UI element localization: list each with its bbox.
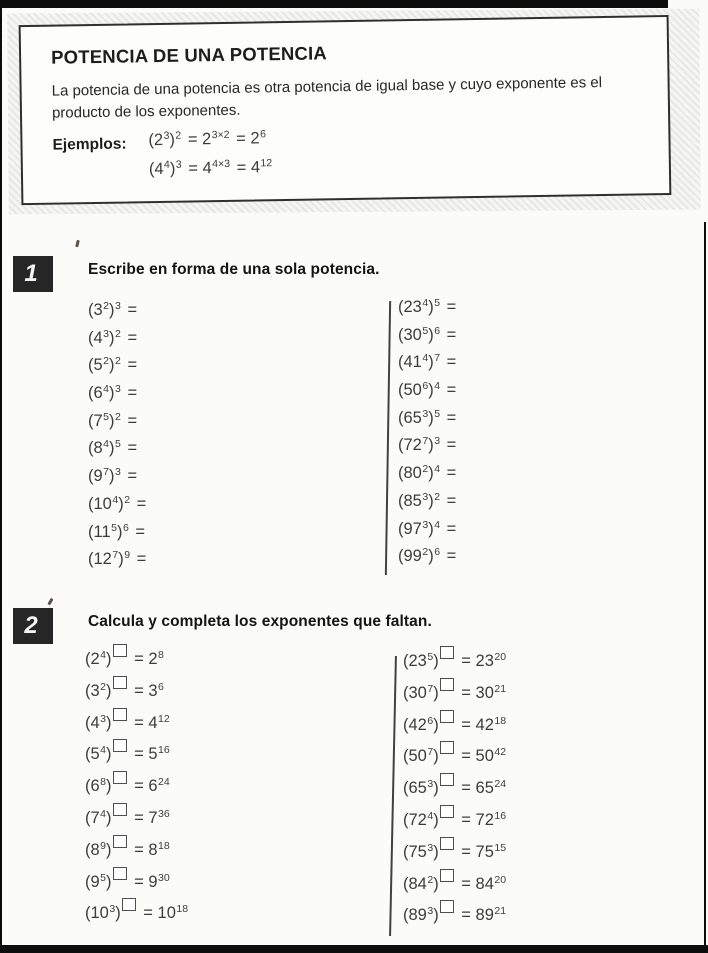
- empty-exponent-box: [440, 646, 454, 659]
- expression-item: $(75^3) = 75^{15}$: [403, 843, 506, 875]
- scan-artifact-tick: [75, 240, 79, 247]
- expression-item: $(50^6)^4$ =: [398, 380, 457, 400]
- empty-exponent-box: [113, 644, 127, 657]
- expression-item: $(72^4) = 72^{16}$: [403, 811, 506, 843]
- empty-exponent-box: [440, 805, 454, 818]
- expression-item: $(89^3) = 89^{21}$: [403, 906, 506, 938]
- exercise-2-right-column: [403, 652, 506, 938]
- expression-item: $(3^2)^3$ =: [88, 300, 138, 319]
- info-box-shadow-band: [7, 9, 700, 215]
- expression-item: $(8^4)^5$ =: [88, 438, 138, 458]
- description-line: La potencia de una potencia es otra potencia de igual base y cuyo exponente es el: [51, 74, 603, 100]
- empty-exponent-box: [440, 837, 454, 850]
- expression-item: $(65^3) = 65^{24}$: [403, 779, 506, 811]
- expression-item: $(11^5)^6$ =: [88, 521, 146, 541]
- empty-exponent-box: [113, 867, 127, 880]
- expression-item: $(6^8) = 6^{24}$: [85, 777, 188, 809]
- expression-item: $(80^2)^4$ =: [398, 463, 457, 483]
- scan-artifact-tick: [47, 598, 53, 605]
- expression-item: $(84^2) = 84^{20}$: [403, 875, 506, 907]
- expression-item: $(30^5)^6$ =: [398, 324, 457, 344]
- expression-item: $(4^3)^2$ =: [88, 327, 138, 347]
- expression-item: $(3^2) = 3^6$: [85, 682, 188, 714]
- empty-exponent-box: [113, 803, 127, 816]
- empty-exponent-box: [440, 710, 454, 723]
- empty-exponent-box: [113, 676, 127, 689]
- expression-item: $(12^7)^9$ =: [88, 549, 147, 569]
- exercise-1-number-badge: 1: [13, 256, 53, 292]
- expression-item: $(5^2)^2$ =: [88, 355, 138, 375]
- exercise-2-number-badge: 2: [13, 608, 53, 644]
- info-box-title: POTENCIA DE UNA POTENCIA: [50, 42, 328, 68]
- exercise-1-left-column: [88, 301, 146, 578]
- expression-item: $(5^4) = 5^{16}$: [85, 745, 188, 777]
- exercise-1-instruction: Escribe en forma de una sola potencia.: [88, 261, 380, 278]
- expression-item: $(7^4) = 7^{36}$: [85, 809, 188, 841]
- empty-exponent-box: [440, 678, 454, 691]
- example-line: $(2^3)^2 = 2^{3\times 2} = 2^6$: [148, 128, 266, 150]
- expression-item: $(23^4)^5$ =: [398, 297, 457, 316]
- expression-item: $(85^3)^2$ =: [398, 490, 457, 510]
- expression-item: $(41^4)^7$ =: [398, 352, 457, 372]
- scan-edge-bottom: [0, 945, 708, 953]
- column-divider-rule: [389, 656, 397, 936]
- empty-exponent-box: [440, 773, 454, 786]
- empty-exponent-box: [440, 741, 454, 754]
- empty-exponent-box: [113, 708, 127, 721]
- scan-edge-right: [704, 222, 706, 945]
- description-line: producto de los exponentes.: [51, 101, 241, 122]
- column-divider-rule: [385, 301, 391, 575]
- exercise-1-right-column: [398, 298, 456, 575]
- expression-item: $(6^4)^3$ =: [88, 383, 138, 403]
- info-box: [19, 15, 672, 205]
- scan-edge-top: [0, 0, 668, 8]
- empty-exponent-box: [113, 771, 127, 784]
- example-line: $(4^4)^3 = 4^{4\times 3} = 4^{12}$: [148, 157, 273, 179]
- empty-exponent-box: [122, 898, 136, 911]
- exercise-2-left-column: [85, 650, 188, 936]
- expression-item: $(2^4) = 2^8$: [85, 650, 188, 682]
- expression-item: $(65^3)^5$ =: [398, 407, 457, 427]
- empty-exponent-box: [440, 900, 454, 913]
- expression-item: $(23^5) = 23^{20}$: [403, 652, 506, 684]
- expression-item: $(10^3) = 10^{18}$: [85, 904, 188, 936]
- expression-item: $(99^2)^6$ =: [398, 546, 457, 566]
- expression-item: $(97^3)^4$ =: [398, 518, 457, 538]
- info-box-description: [51, 71, 648, 123]
- expression-item: $(10^4)^2$ =: [88, 493, 147, 513]
- expression-item: $(42^6) = 42^{18}$: [403, 716, 506, 748]
- examples-label: Ejemplos:: [52, 135, 127, 154]
- empty-exponent-box: [113, 835, 127, 848]
- expression-item: $(9^5) = 9^{30}$: [85, 873, 188, 905]
- empty-exponent-box: [113, 739, 127, 752]
- expression-item: $(30^7) = 30^{21}$: [403, 684, 506, 716]
- expression-item: $(8^9) = 8^{18}$: [85, 841, 188, 873]
- examples-block: [52, 123, 649, 190]
- expression-item: $(50^7) = 50^{42}$: [403, 747, 506, 779]
- exercise-2-instruction: Calcula y completa los exponentes que faltan.: [88, 613, 432, 630]
- expression-item: $(72^7)^3$ =: [398, 435, 457, 455]
- empty-exponent-box: [440, 869, 454, 882]
- expression-item: $(9^7)^3$ =: [88, 466, 138, 486]
- example-lines: [148, 129, 272, 189]
- scan-edge-left: [0, 0, 2, 953]
- expression-item: $(4^3) = 4^{12}$: [85, 714, 188, 746]
- expression-item: $(7^5)^2$ =: [88, 410, 138, 430]
